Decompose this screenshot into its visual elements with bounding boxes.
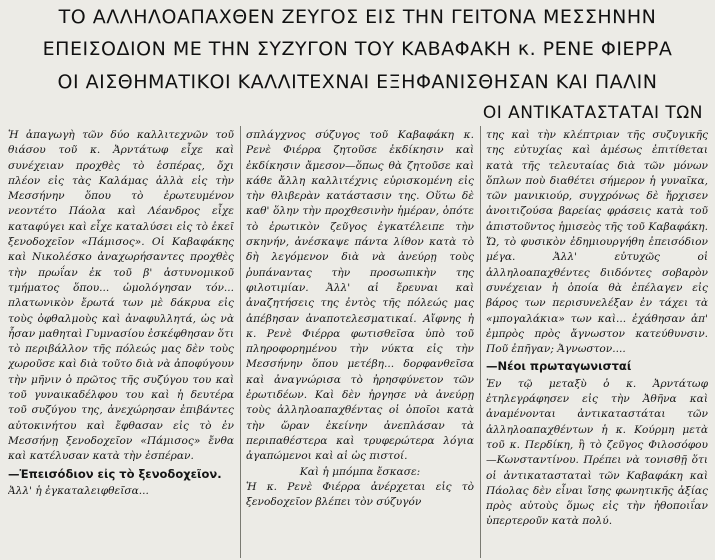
subheading-new-protagonists: —Νέοι πρωταγωνισταί [486, 359, 632, 374]
subheading-hotel-incident: —Ἐπεισόδιον εἰς τὸ ξενοδοχεῖον. [8, 466, 222, 481]
headline-2: ΕΠΕΙΣΟΔΙΟΝ ΜΕ ΤΗΝ ΣΥΖΥΓΟΝ ΤΟΥ ΚΑΒΑΦΑΚΗ κ. ΡΕΝΕ ΦΙΕΡΡΑ [42, 38, 673, 60]
column-1-text: Ἡ ἀπαγωγὴ τῶν δύο καλλιτεχνῶν τοῦ θιάσου τοῦ κ. Ἀρντάτωφ εἶχε καὶ συνέχειαν προχθὲς τὸ ἑσπέρας, ὄχι πλέον εἰς τὰς Καλάμας ἀλλὰ εἰς τὴν Μεσσήνην ὅπου τὸ ἐρωτευμένον νεοντέτο Πάολα καὶ Λέανδρος εἶχε καταφύγει καὶ εἶχε καταλύσει εἰς τὸ ἐκεῖ ξενοδοχεῖον «Πάμισος». Οἱ Καβαφάκης καὶ Νικολέσκο ἀναχωρήσαντες προχθὲς τὴν πρωΐαν ἐκ τοῦ β' ἀστυνομικοῦ τμήματος ὅπου... ὡμολόγησαν τόν... πλατωνικὸν ἔρωτά των μὲ δάκρυα εἰς τοὺς ὀφθαλμοὺς καὶ ἀναφυλλητά, ὡς νὰ ἦσαν μαθηταὶ Γυμνασίου ἐσκέφθησαν ὅτι τὸ περιβάλλον τῆς πόλεώς μας δὲν τοὺς χωροῦσε καὶ διὰ τοῦτο διὰ νὰ ἀποφύγουν τὴν μῆνιν ὁ πρῶτος τῆς συζύγου του καὶ τοῦ γυναικαδέλφου του καὶ ἡ δευτέρα τοῦ συζύγου της, ἀνεχώρησαν ἐπιβάντες αὐτοκινήτου καὶ ἔφθασαν εἰς τὸ ἐν Μεσσήνῃ ξενοδοχεῖον «Πάμισος» ἔνθα καὶ κατέλυσαν κατὰ τὴν ἑσπέραν. [8, 129, 234, 463]
column-2-bomb-line: Καὶ ἡ μπόμπα ἔσκασε: [299, 465, 421, 478]
headline-1: ΤΟ ΑΛΛΗΛΟΑΠΑΧΘΕΝ ΖΕΥΓΟΣ ΕΙΣ ΤΗΝ ΓΕΙΤΟΝΑ ΜΕΣΣΗΝΗΝ [58, 6, 657, 28]
column-divider [240, 126, 241, 558]
column-2-text: σπλάγχνος σύζυγος τοῦ Καβαφάκη κ. Ρενὲ Φιέρρα ζητοῦσε ἐκδίκησιν καὶ ἐκδίκησιν ἄμεσον—ὅπως θὰ ζητοῦσε καὶ κάθε ἄλλη καλλιτέχνις εὑρισκομένη εἰς τὴν θλιβερὰν κατάστασιν της. Οὕτω δὲ καθ' ὅλην τὴν προχθεσινὴν ἡμέραν, ὁπότε τὸ ἐρωτικὸν ζεῦγος ἐγκατέλειπε τὴν σκηνήν, ἀνέσκαψε πάντα λίθον κατὰ τὸ δὴ λεγόμενον διὰ νὰ ἀνεύρῃ τοὺς ῥυπάναντας τὴν προσωπικὴν της φιλοτιμίαν. Ἀλλ' αἱ ἔρευναι καὶ ἀναζητήσεις της ἐντὸς τῆς πόλεώς μας ἀπέβησαν ἀναποτελεσματικαί. Αἴφνης ἡ κ. Ρενὲ Φιέρρα φωτισθεῖσα ὑπὸ τοῦ πληροφορημένου τὴν νύκτα εἰς τὴν Μεσσήνην ὅπου μετέβη... δορφανθεῖσα καὶ ἀναγνώρισα τὸ ἠρησφύνετον τῶν ἐρωτιδέων. Καὶ δὲν ἠργησε νὰ ἀνεύρῃ τοὺς ἀλληλοαπαχθέντας οἱ ὁποῖοι κατὰ τὴν ὥραν ἐκείνην ἀνεπλάσαν τὰ περιπαθέστερα καὶ τρυφερώτερα λόγια ἀγαπώμενοι καὶ αἱ ὡς πιστοί. [246, 129, 474, 463]
column-3-text: της καὶ τὴν κλέπτριαν τῆς συζυγικῆς της εὐτυχίας καὶ ἀμέσως ἐπιτίθεται κατὰ τῆς τελευταίας διὰ τῶν μόνων ὅπλων ποὺ διαθέτει σήμερον ἡ γυναῖκα, τῶν μανικιούρ, συγχρόνως δὲ ἤρχισεν ἀνοιτιζούσα βαρείας φράσεις κατὰ τοῦ ἀπιστοῦντος ἡμισεὸς τῆς τοῦ Καβαφάκη. Ὤ, τὸ φυσικὸν ἐδημιουργήθη ἐπεισόδιον μέγα. Ἀλλ' εὐτυχῶς οἱ ἀλληλοαπαχθέντες διιδόντες σοβαρὸν συνέχειαν ἡ ὁποία θὰ ἐπέλαγεν εἰς βάρος των περισυνελέξαν ἐν τάχει τὰ «μπογαλάκια» των καὶ... ἐχάθησαν ἀπ' ἐμπρὸς πρὸς ἄγνωστον κατεύθυνσιν. Ποῦ ἐπῆγαν; Ἀγνωστον.... [486, 129, 708, 356]
article-column-3 [486, 128, 708, 558]
column-2-continuation: Ἡ κ. Ρενὲ Φιέρρα ἀνέρχεται εἰς τὸ ξενοδοχεῖον βλέπει τὸν σύζυγόν [246, 480, 474, 509]
column-divider [480, 126, 481, 558]
headline-3: ΟΙ ΑΙΣΘΗΜΑΤΙΚΟΙ ΚΑΛΛΙΤΕΧΝΑΙ ΕΞΗΦΑΝΙΣΘΗΣΑΝ ΚΑΙ ΠΑΛΙΝ [57, 71, 658, 93]
headline-4: ΟΙ ΑΝΤΙΚΑΤΑΣΤΑΤΑΙ ΤΩΝ [482, 103, 703, 123]
article-column-2 [246, 128, 474, 558]
column-1-continuation: Ἀλλ' ἡ ἐγκαταλειφθεῖσα... [8, 484, 149, 497]
column-3-continuation: Ἐν τῷ μεταξὺ ὁ κ. Ἀρντάτωφ ἐτηλεγράφησεν εἰς τὴν Ἀθῆνα καὶ ἀναμένονται ἀντικαταστάται τῶν ἀλληλοαπαχθέντων ἡ κ. Κούρμη μετὰ τοῦ κ. Περδίκη, ἢ τὸ ζεῦγος Φιλοσόφου—Κωνσταντίνου. Πρέπει νὰ τονισθῇ ὅτι οἱ ἀντικατασταταὶ τῶν Καβαφάκη καὶ Πάολας δὲν εἶναι ἴσης φωνητικῆς ἀξίας πρὸς αὐτοὺς ὅμως εἰς τὴν ἠθοποιΐαν ὑπερτεροῦν κατὰ πολύ. [486, 377, 708, 528]
article-column-1 [8, 128, 234, 558]
